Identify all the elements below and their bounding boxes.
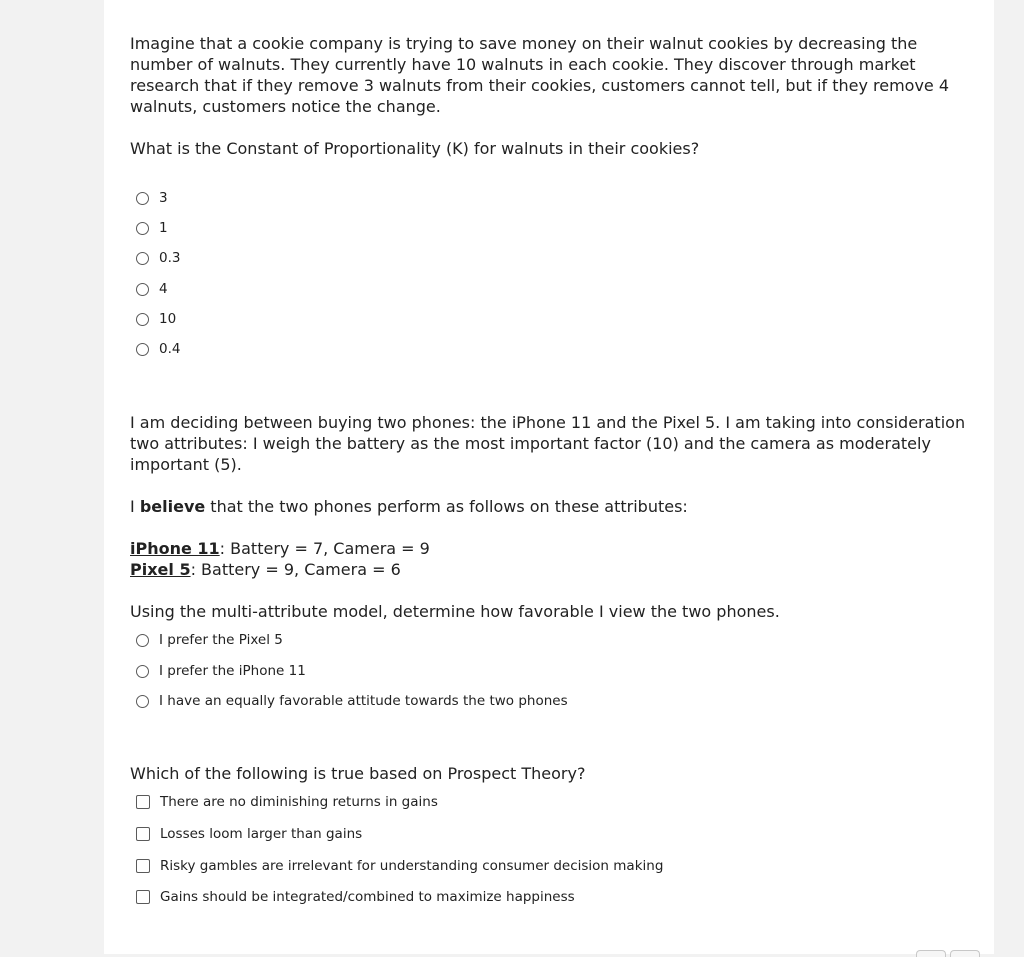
- checkbox[interactable]: [136, 859, 150, 873]
- radio-button[interactable]: [136, 695, 149, 708]
- radio-button[interactable]: [136, 634, 149, 647]
- question-3: [130, 763, 970, 784]
- q3-option-2[interactable]: Losses loom larger than gains: [136, 824, 362, 844]
- question-1: [130, 33, 970, 159]
- q1-option-1[interactable]: 3: [136, 188, 168, 208]
- phone-2-attributes: Pixel 5: Battery = 9, Camera = 6: [130, 560, 401, 579]
- radio-button[interactable]: [136, 665, 149, 678]
- phone-1-name: iPhone 11: [130, 539, 220, 558]
- radio-button[interactable]: [136, 283, 149, 296]
- question-1-prompt: What is the Constant of Proportionality (K) for walnuts in their cookies?: [130, 139, 700, 158]
- q3-option-4[interactable]: Gains should be integrated/combined to maximize happiness: [136, 887, 575, 907]
- radio-button[interactable]: [136, 192, 149, 205]
- question-1-text: Imagine that a cookie company is trying to save money on their walnut cookies by decreasing the number of walnuts. They currently have 10 walnuts in each cookie. They discover through market research that if they remove 3 walnuts from their cookies, customers cannot tell, but if they remove 4 walnuts, customers notice the change.: [130, 34, 950, 116]
- survey-page: [104, 0, 994, 954]
- checkbox[interactable]: [136, 890, 150, 904]
- radio-button[interactable]: [136, 313, 149, 326]
- radio-button[interactable]: [136, 222, 149, 235]
- q1-option-6[interactable]: 0.4: [136, 339, 180, 359]
- q1-option-5[interactable]: 10: [136, 309, 176, 329]
- question-2-prompt: Using the multi-attribute model, determine how favorable I view the two phones.: [130, 602, 780, 621]
- q1-option-3[interactable]: 0.3: [136, 248, 180, 268]
- phone-1-attributes: iPhone 11: Battery = 7, Camera = 9: [130, 539, 430, 558]
- phone-2-name: Pixel 5: [130, 560, 191, 579]
- q3-option-3[interactable]: Risky gambles are irrelevant for understanding consumer decision making: [136, 856, 663, 876]
- question-2: [130, 412, 970, 622]
- radio-button[interactable]: [136, 252, 149, 265]
- checkbox[interactable]: [136, 795, 150, 809]
- q2-option-2[interactable]: I prefer the iPhone 11: [136, 661, 306, 681]
- q2-option-1[interactable]: I prefer the Pixel 5: [136, 630, 283, 650]
- question-2-intro: I am deciding between buying two phones: the iPhone 11 and the Pixel 5. I am taking into consideration two attributes: I weigh the battery as the most important factor (10) and the camera as moderately important (5).: [130, 413, 966, 474]
- question-3-prompt: Which of the following is true based on Prospect Theory?: [130, 764, 586, 783]
- q3-option-1[interactable]: There are no diminishing returns in gains: [136, 792, 438, 812]
- checkbox[interactable]: [136, 827, 150, 841]
- question-2-belief: I believe that the two phones perform as follows on these attributes:: [130, 497, 688, 516]
- q2-option-3[interactable]: I have an equally favorable attitude towards the two phones: [136, 691, 568, 711]
- q1-option-4[interactable]: 4: [136, 279, 168, 299]
- q1-option-2[interactable]: 1: [136, 218, 168, 238]
- radio-button[interactable]: [136, 343, 149, 356]
